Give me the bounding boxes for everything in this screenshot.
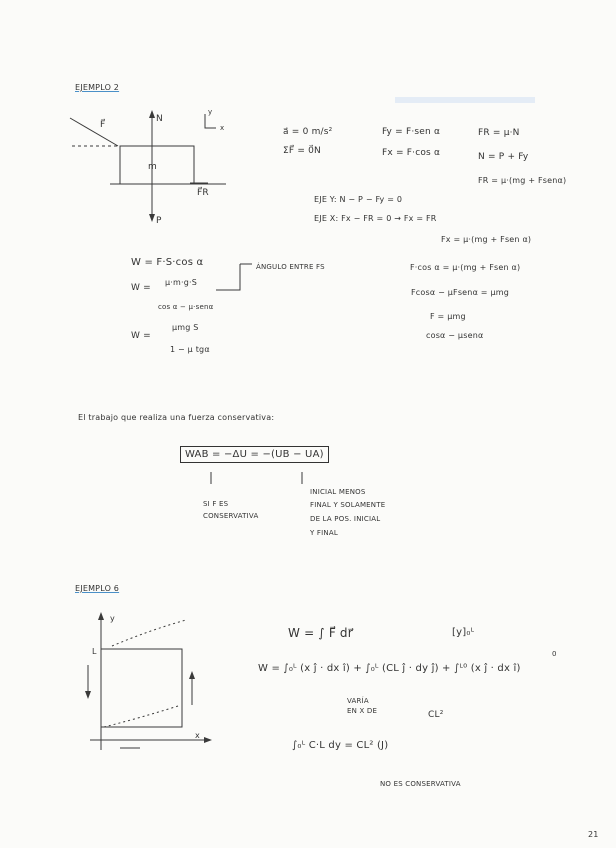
work-eq-3-lhs: W = bbox=[131, 331, 151, 341]
label-force-F: F⃗ bbox=[100, 120, 106, 130]
eq-friction: FR = μ·N bbox=[478, 128, 520, 138]
eq-sum-forces: ΣF⃗ = 0⃗N bbox=[283, 146, 321, 156]
eq-force-balance: F·cos α = μ·(mg + Fsen α) bbox=[410, 263, 521, 272]
note-right-4: Y FINAL bbox=[310, 529, 338, 537]
ex6-CL2: CL² bbox=[428, 710, 444, 720]
axis-x-label: x bbox=[220, 124, 225, 132]
work-angle-note: ÁNGULO ENTRE FS bbox=[256, 263, 325, 271]
square-path-drawing bbox=[101, 649, 182, 727]
note-right-3: DE LA POS. INICIAL bbox=[310, 515, 381, 523]
eq-axis-y: EJE Y: N − P − Fy = 0 bbox=[314, 195, 403, 204]
ex6-y-bracket: [y]₀ᴸ bbox=[452, 627, 475, 638]
page-number: 21 bbox=[588, 830, 599, 839]
eq-friction-expanded: FR = μ·(mg + Fsenα) bbox=[478, 176, 567, 185]
ex6-final-integral: ∫₀ᴸ C·L dy = CL² (J) bbox=[292, 740, 389, 751]
label-weight-P: P bbox=[156, 216, 162, 226]
eq-fx-mu: Fx = μ·(mg + Fsen α) bbox=[441, 235, 532, 244]
ex6-axis-y: y bbox=[110, 614, 115, 623]
label-normal-N: N bbox=[156, 114, 163, 124]
eq-fx: Fx = F·cos α bbox=[382, 148, 441, 158]
note-left-1: SI F ES bbox=[203, 500, 229, 508]
ex6-note-1: VARÍA bbox=[347, 697, 369, 705]
eq-force-numerator: F = μmg bbox=[430, 312, 466, 321]
ex6-L-label: L bbox=[92, 647, 97, 656]
eq-force-denominator: cosα − μsenα bbox=[426, 331, 484, 340]
note-right-1: INICIAL MENOS bbox=[310, 488, 366, 496]
ex6-zero-mark: 0 bbox=[552, 650, 557, 658]
boxed-work-energy: WAB = −ΔU = −(UB − UA) bbox=[180, 446, 329, 463]
ex6-conclusion: NO ES CONSERVATIVA bbox=[380, 780, 461, 788]
block-drawing bbox=[120, 146, 194, 184]
ex6-note-2: EN X DE bbox=[347, 707, 378, 715]
label-mass-m: m bbox=[148, 162, 157, 172]
ex6-work-definition: W = ∫ F⃗ dr⃗ bbox=[288, 626, 353, 640]
conservative-sentence: El trabajo que realiza una fuerza conservativa: bbox=[78, 413, 275, 422]
eq-normal: N = P + Fy bbox=[478, 152, 529, 162]
work-eq-3-numerator: μmg S bbox=[172, 323, 199, 332]
axis-y-label: y bbox=[208, 108, 213, 116]
work-eq-2-numerator: μ·m·g·S bbox=[165, 278, 198, 287]
example-6-heading: EJEMPLO 6 bbox=[75, 584, 120, 593]
example-2-heading: EJEMPLO 2 bbox=[75, 83, 120, 92]
label-friction-Fr: F⃗R bbox=[197, 188, 209, 198]
ex6-axis-x: x bbox=[195, 731, 200, 740]
eq-axis-x: EJE X: Fx − FR = 0 → Fx = FR bbox=[314, 214, 437, 223]
ex6-work-sum: W = ∫₀ᴸ (x ĵ · dx î) + ∫₀ᴸ (CL ĵ · dy ĵ) + ∫ᴸ⁰ (x ĵ · dx î) bbox=[258, 663, 521, 674]
note-left-2: CONSERVATIVA bbox=[203, 512, 259, 520]
work-eq-2-denominator: cos α − μ·senα bbox=[158, 303, 214, 311]
eq-acceleration: a⃗ = 0 m/s² bbox=[283, 127, 333, 137]
work-eq-1: W = F·S·cos α bbox=[131, 257, 204, 268]
work-eq-3-denominator: 1 − μ tgα bbox=[170, 345, 210, 354]
eq-rearranged: Fcosα − μFsenα = μmg bbox=[411, 288, 509, 297]
eq-fy: Fy = F·sen α bbox=[382, 127, 441, 137]
work-eq-2-lhs: W = bbox=[131, 283, 151, 293]
note-right-2: FINAL Y SOLAMENTE bbox=[310, 501, 386, 509]
